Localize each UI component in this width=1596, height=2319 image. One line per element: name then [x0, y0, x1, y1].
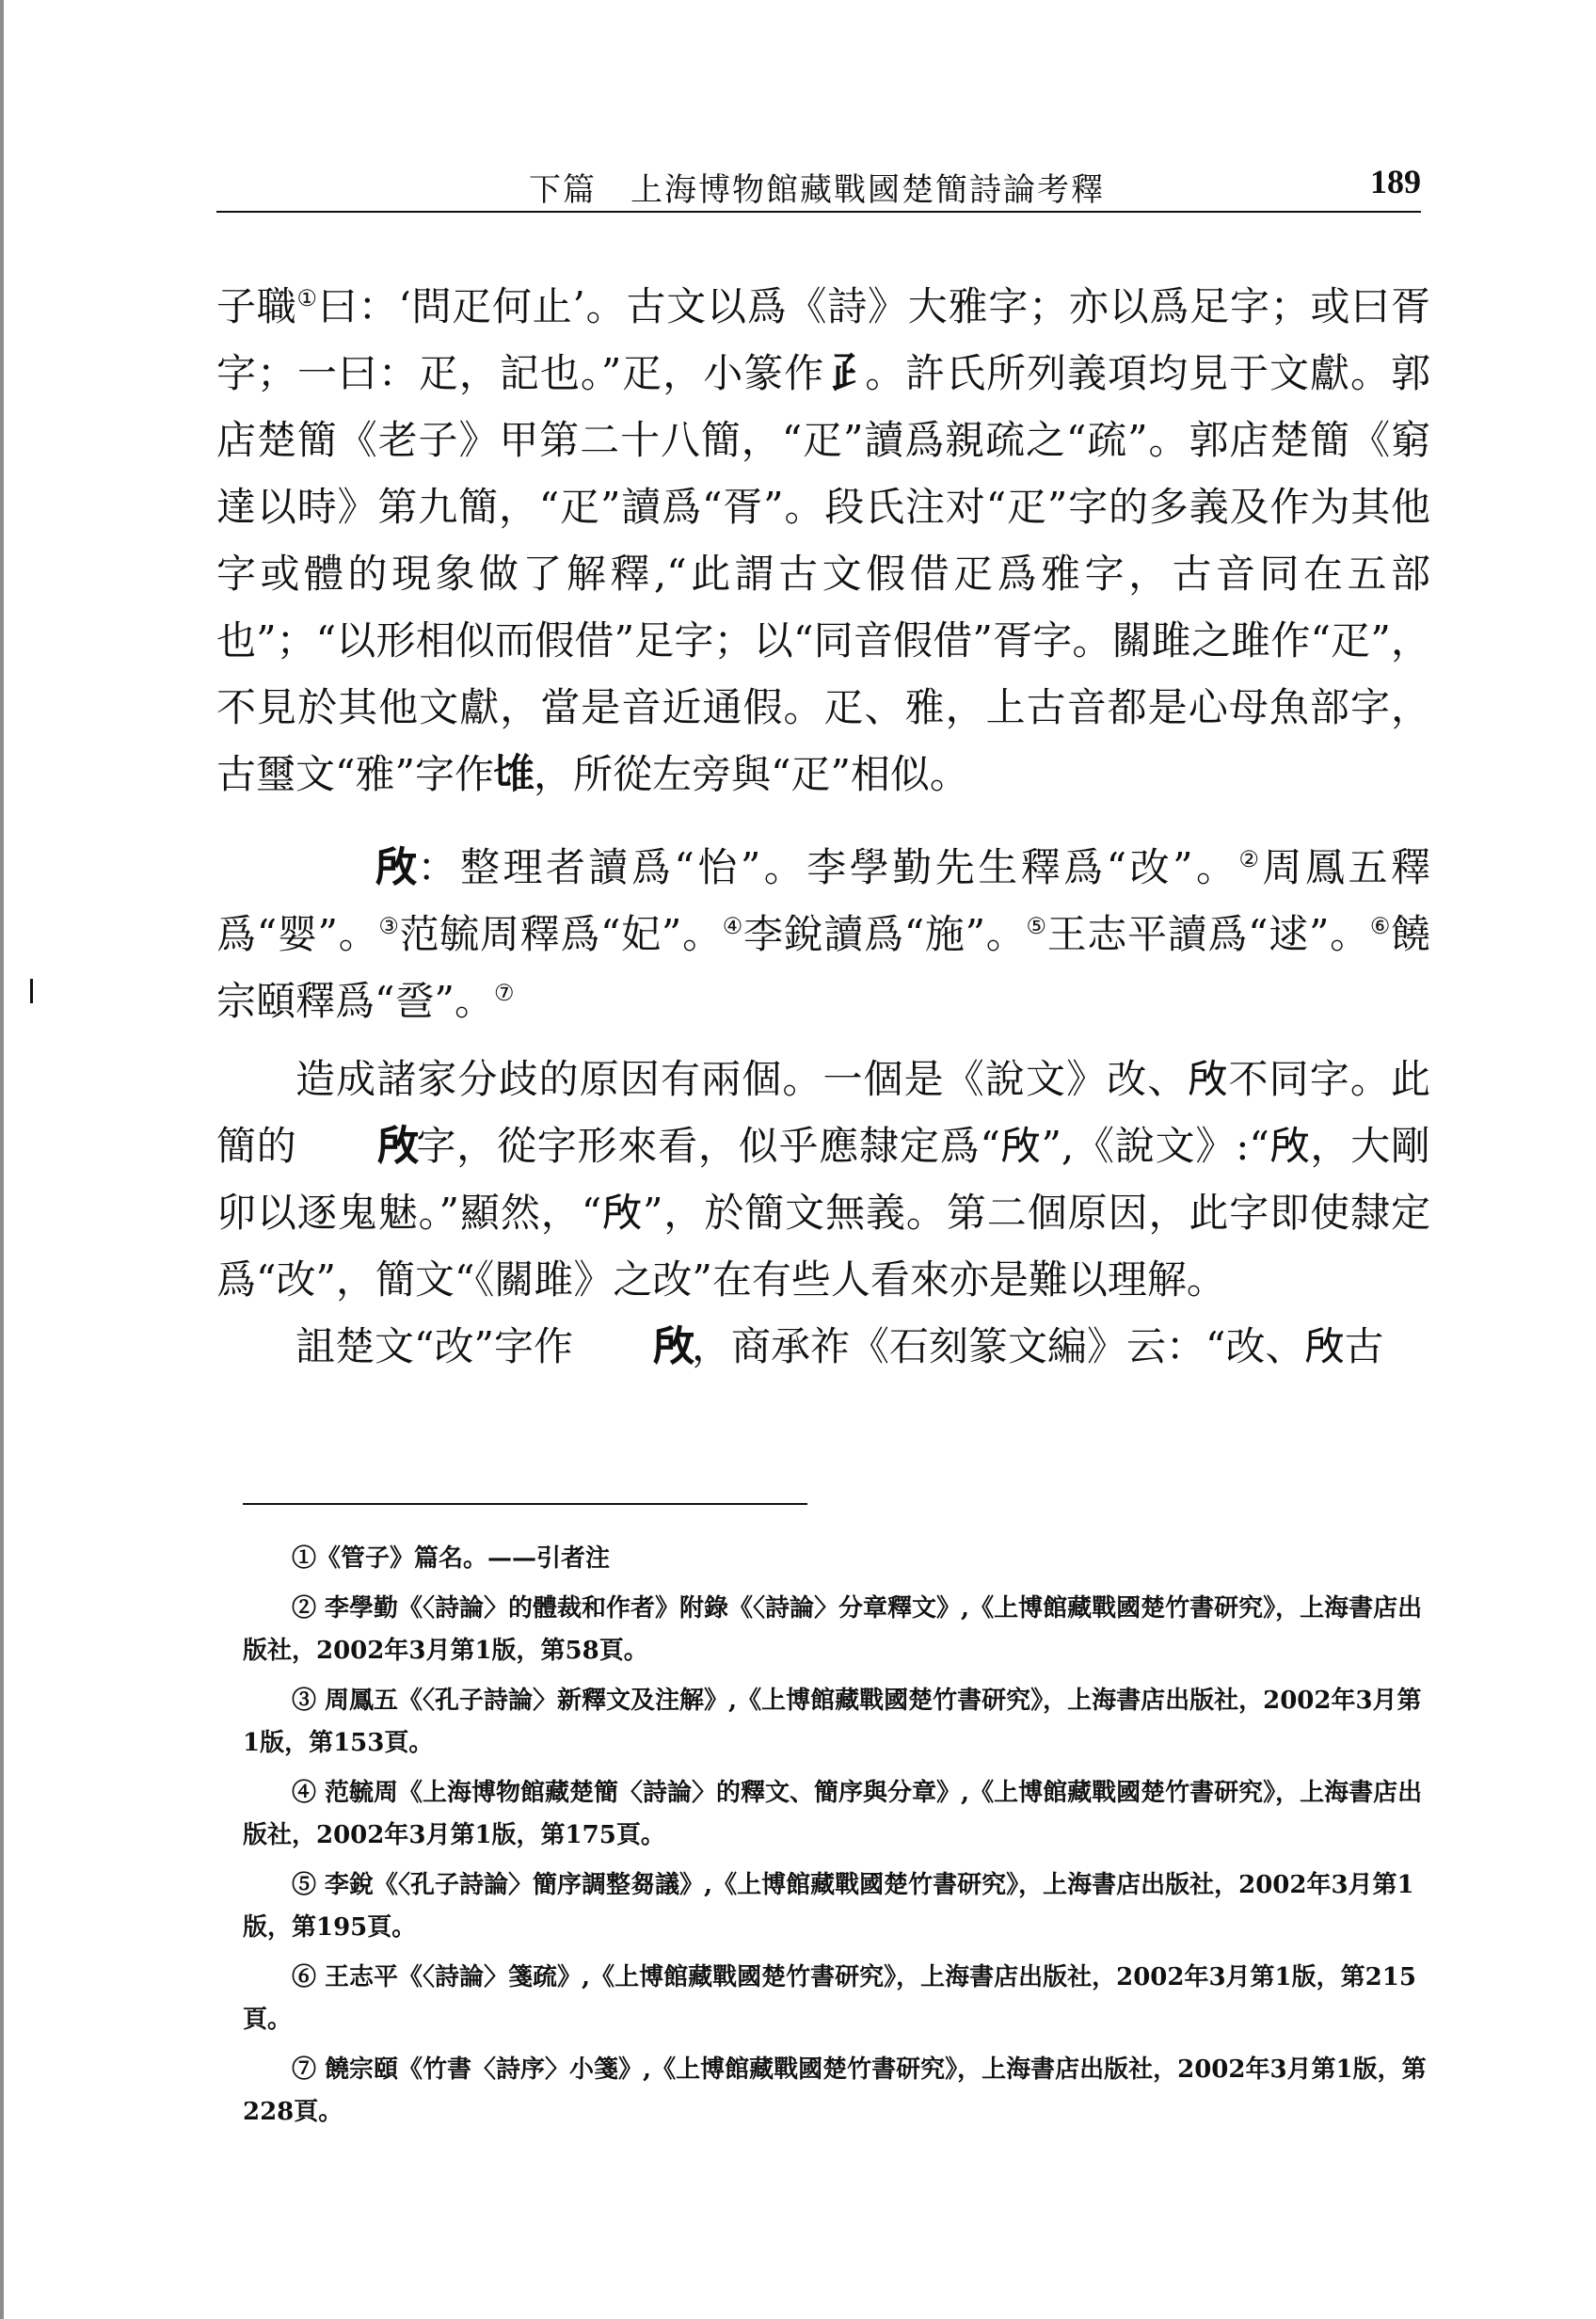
paragraph-3: 造成諸家分歧的原因有兩個。一個是《說文》改、𢼄不同字。此簡的 𢼄字，從字形來看，似乎應隸定爲“𢼄”,《說文》:“𢼄，大剛卯以逐鬼魅。”顯然，“𢼄”，於簡文無義。第二個原因，此字即使隸定爲“改”，簡文“《關雎》之改”在有些人看來亦是難以理解。	[216, 1056, 1430, 1303]
footnote-ref-4: ④	[722, 913, 743, 939]
footnote-6: ⑥ 王志平《〈詩論〉箋疏》,《上博館藏戰國楚竹書研究》，上海書店出版社，2002年3月第1版，第215頁。	[243, 1963, 1416, 2034]
curse-chu-glyph: 𢼄	[653, 1321, 695, 1371]
book-title: 上海博物館藏戰國楚簡詩論考釋	[630, 171, 1105, 209]
running-header	[216, 158, 1421, 213]
seal-glyph-ya: 𨾅	[492, 749, 535, 799]
footnote-2: ② 李學勤《〈詩論〉的體裁和作者》附錄《〈詩論〉分章釋文》,《上博館藏戰國楚竹書研究》，上海書店出版社，2002年3月第1版，第58頁。	[243, 1594, 1423, 1665]
paragraph-2: 𢼄：整理者讀爲“怡”。李學勤先生釋爲“改”。②周鳳五釋爲“婴”。③范毓周釋爲“妃”。④李銳讀爲“施”。⑤王志平讀爲“逑”。⑥饒宗頤釋爲“巹”。⑦	[216, 834, 1430, 1034]
footnote-ref-2: ②	[1238, 846, 1263, 872]
bamboo-slip-glyph-inline: 𢼄	[376, 1121, 419, 1171]
footnote-5: ⑤ 李銳《〈孔子詩論〉簡序調整芻議》,《上博館藏戰國楚竹書研究》，上海書店出版社，2002年3月第1版，第195頁。	[243, 1871, 1414, 1942]
paragraph-4: 詛楚文“改”字作 𢼄，商承祚《石刻篆文編》云：“改、𢼄古	[216, 1313, 1430, 1380]
footnote-ref-6: ⑥	[1369, 913, 1392, 939]
paragraph-1: 子職①曰：‘問疋何止’。古文以爲《詩》大雅字；亦以爲足字；或曰胥字；一曰：疋，記也。”疋，小篆作𤴔。許氏所列義項均見于文獻。郭店楚簡《老子》甲第二十八簡，“疋”讀爲親疏之“疏”。郭店楚簡《窮達以時》第九簡，“疋”讀爲“胥”。段氏注对“疋”字的多義及作为其他字或體的現象做了解釋,“此謂古文假借疋爲雅字，古音同在五部也”；“以形相似而假借”足字；以“同音假借”胥字。關雎之雎作“疋”，不見於其他文獻，當是音近通假。疋、雅，上古音都是心母魚部字，古璽文“雅”字作𨾅，所從左旁與“疋”相似。	[216, 273, 1430, 808]
footnote-7: ⑦ 饒宗頤《竹書〈詩序〉小箋》,《上博館藏戰國楚竹書研究》，上海書店出版社，2002年3月第1版，第228頁。	[243, 2055, 1427, 2126]
footnote-ref-7: ⑦	[493, 980, 515, 1006]
main-text	[216, 273, 1430, 1380]
page-edge	[0, 0, 4, 2319]
bamboo-slip-glyph: 𢼄	[375, 842, 418, 892]
footnotes	[243, 1538, 1430, 2141]
footnote-1: ①《管子》篇名。——引者注	[292, 1544, 611, 1573]
footnote-rule	[243, 1503, 807, 1505]
margin-mark	[30, 979, 33, 1003]
footnote-ref-5: ⑤	[1026, 913, 1047, 939]
section-label: 下篇	[529, 171, 597, 209]
seal-script-glyph: 𤴔	[823, 348, 866, 398]
footnote-3: ③ 周鳳五《〈孔子詩論〉新釋文及注解》,《上博館藏戰國楚竹書研究》，上海書店出版社，2002年3月第1版，第153頁。	[243, 1687, 1422, 1757]
footnote-4: ④ 范毓周《上海博物館藏楚簡〈詩論〉的釋文、簡序與分章》,《上博館藏戰國楚竹書研究》，上海書店出版社，2002年3月第1版，第175頁。	[243, 1779, 1423, 1849]
footnote-ref-1: ①	[296, 285, 318, 312]
footnote-ref-3: ③	[378, 913, 400, 939]
page-number: 189	[1370, 163, 1421, 200]
running-title	[529, 164, 1105, 210]
